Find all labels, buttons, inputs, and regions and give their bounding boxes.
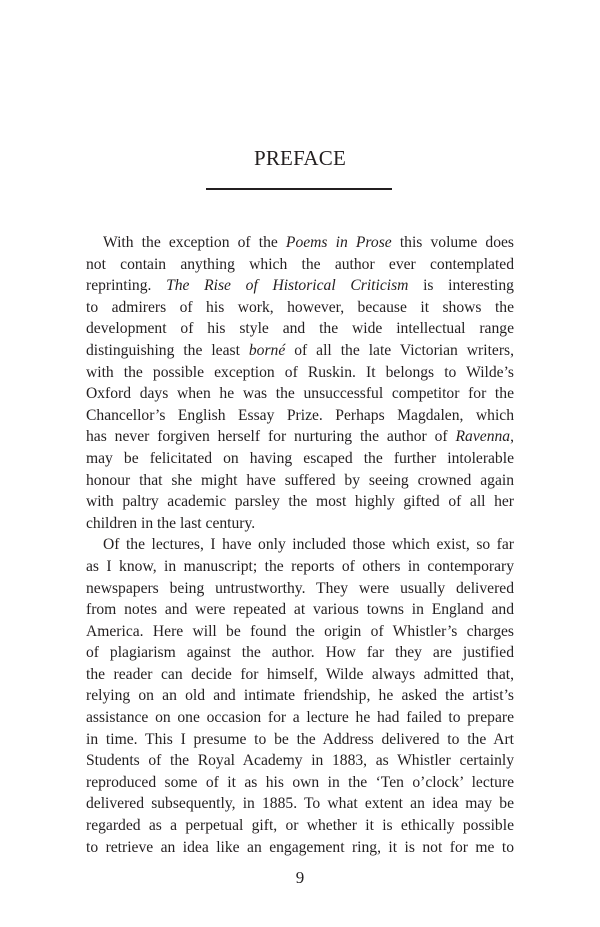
text-run: in time. This I presume to be the Address delivered to the Art <box>86 730 514 748</box>
text-line <box>86 534 514 556</box>
text-line <box>86 405 514 427</box>
text-run: from notes and were repeated at various towns in England and <box>86 601 514 619</box>
text-run: development of his style and the wide intellectual range <box>86 320 514 338</box>
text-run: , <box>510 428 514 446</box>
text-line <box>86 642 514 664</box>
text-run: may be felicitated on having escaped the further intolerable <box>86 449 514 467</box>
text-line <box>86 750 514 772</box>
text-line <box>86 232 514 254</box>
text-line <box>86 470 514 492</box>
text-run: is interesting <box>408 277 514 295</box>
italic-title: Poems in Prose <box>285 234 392 251</box>
text-line <box>86 426 514 448</box>
text-line <box>86 599 514 621</box>
text-run: of all the late Victorian writers, <box>285 341 514 359</box>
text-run: children in the last century. <box>86 514 256 532</box>
text-run: not contain anything which the author ever contemplated <box>86 255 514 273</box>
text-run: to admirers of his work, however, because it shows the <box>86 298 514 316</box>
text-run: the reader can decide for himself, Wilde always admitted that, <box>86 665 514 683</box>
text-run: Students of the Royal Academy in 1883, as Whistler certainly <box>86 752 514 770</box>
text-line <box>86 275 514 297</box>
text-line <box>86 793 514 815</box>
text-run: With the exception of the <box>103 234 286 251</box>
text-run: as I know, in manuscript; the reports of others in contemporary <box>86 557 514 575</box>
text-line <box>86 383 514 405</box>
text-run: honour that she might have suffered by seeing crowned again <box>86 471 514 489</box>
text-line <box>86 297 514 319</box>
text-run: America. Here will be found the origin of Whistler’s charges <box>86 622 514 640</box>
text-run: with paltry academic parsley the most highly gifted of all her <box>86 493 514 511</box>
text-line <box>86 729 514 751</box>
text-line <box>86 685 514 707</box>
text-run: Of the lectures, I have only included those which exist, so far <box>103 536 514 554</box>
text-line <box>86 513 514 535</box>
body-text <box>86 232 514 858</box>
text-line <box>86 448 514 470</box>
text-run: Chancellor’s English Essay Prize. Perhaps Magdalen, which <box>86 406 514 424</box>
paragraph <box>86 534 514 858</box>
italic-title: The Rise of Historical Criticism <box>166 277 409 295</box>
text-run: with the possible exception of Ruskin. It belongs to Wilde’s <box>86 363 514 381</box>
text-line <box>86 707 514 729</box>
text-line <box>86 340 514 362</box>
text-run: distinguishing the least <box>86 341 249 359</box>
text-line <box>86 772 514 794</box>
text-run: newspapers being untrustworthy. They were usually delivered <box>86 579 514 597</box>
text-line <box>86 621 514 643</box>
page-number: 9 <box>295 868 305 887</box>
text-line <box>86 556 514 578</box>
text-run: Oxford days when he was the unsuccessful competitor for the <box>86 385 514 403</box>
text-run: delivered subsequently, in 1885. To what extent an idea may be <box>86 795 514 813</box>
paragraph <box>86 232 514 534</box>
text-line <box>86 578 514 600</box>
text-line <box>86 664 514 686</box>
text-run: reprinting. <box>86 277 167 295</box>
text-line <box>86 362 514 384</box>
text-line <box>86 837 514 859</box>
text-run: has never forgiven herself for nurturing the author of <box>86 428 456 446</box>
text-run: of plagiarism against the author. How far they are justified <box>86 644 514 662</box>
text-line <box>86 254 514 276</box>
italic-title: borné <box>248 341 286 359</box>
text-run: to retrieve an idea like an engagement ring, it is not for me to <box>86 838 514 856</box>
text-run: regarded as a perpetual gift, or whether it is ethically possible <box>86 817 514 835</box>
text-run: reproduced some of it as his own in the ‘Ten o’clock’ lecture <box>86 773 514 791</box>
text-line <box>86 318 514 340</box>
text-line <box>86 815 514 837</box>
text-run: relying on an old and intimate friendship, he asked the artist’s <box>86 687 514 705</box>
text-run: this volume does <box>391 234 514 251</box>
italic-title: Ravenna <box>455 428 511 446</box>
page-title: PREFACE <box>253 146 347 170</box>
text-line <box>86 491 514 513</box>
title-rule <box>206 188 392 190</box>
text-run: assistance on one occasion for a lecture he had failed to prepare <box>86 709 514 727</box>
